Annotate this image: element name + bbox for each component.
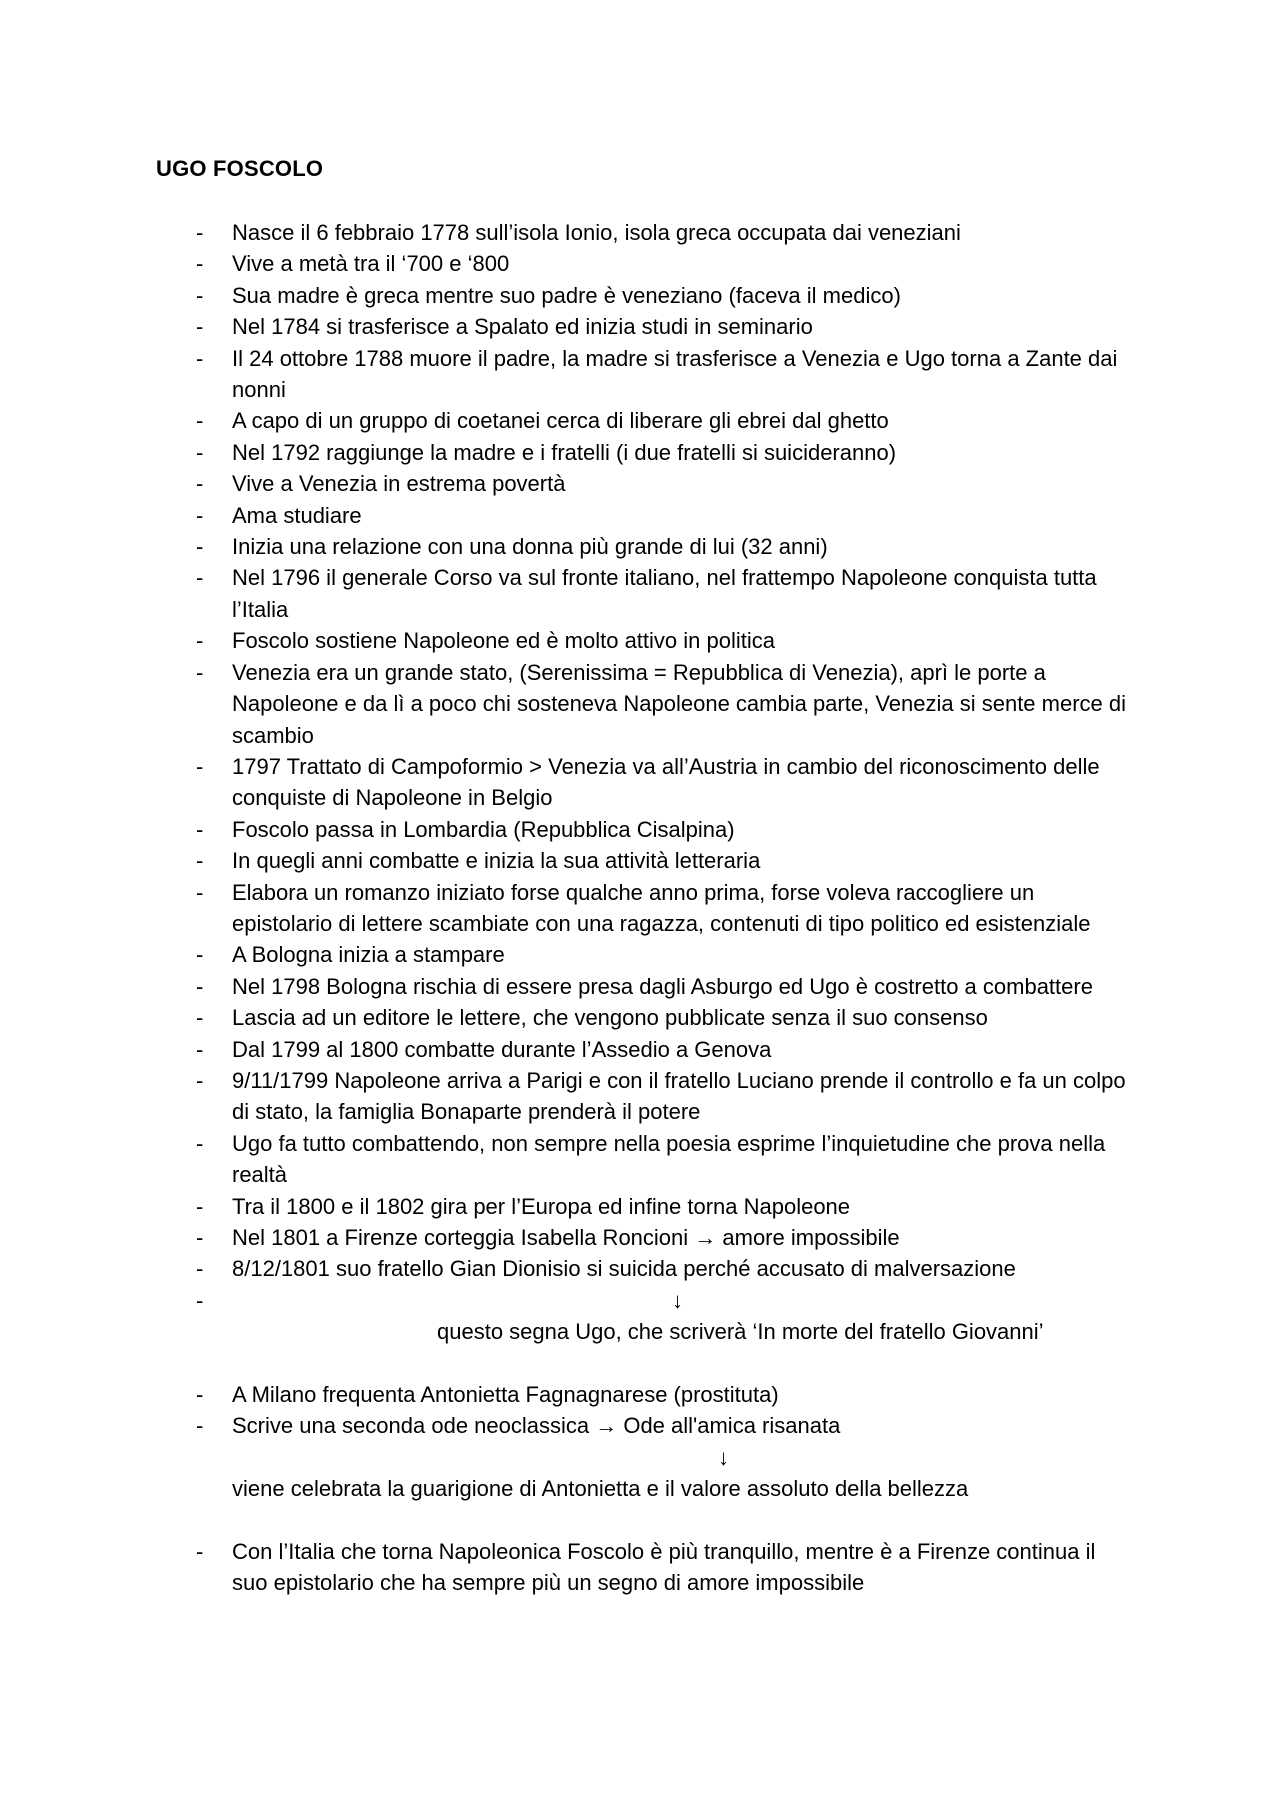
list-item <box>0 1253 1132 1284</box>
list-item-text: A capo di un gruppo di coetanei cerca di liberare gli ebrei dal ghetto <box>232 408 889 434</box>
bullet-dash: - <box>196 314 204 340</box>
bullet-list <box>0 217 1280 1599</box>
list-item-arrow <box>0 1285 1280 1316</box>
bullet-dash: - <box>196 942 204 968</box>
bullet-dash: - <box>196 471 204 497</box>
list-item-text: Nasce il 6 febbraio 1778 sull’isola Ionio, isola greca occupata dai veneziani <box>232 220 961 245</box>
list-item-text: Nel 1792 raggiunge la madre e i fratelli (i due fratelli si suicideranno) <box>232 439 897 465</box>
list-item <box>0 280 1132 311</box>
bullet-dash: - <box>196 220 204 245</box>
list-item <box>0 1410 1132 1441</box>
list-item <box>0 1536 1132 1599</box>
bullet-dash: - <box>196 1005 204 1031</box>
list-item <box>0 1379 1132 1410</box>
list-item-text: Dal 1799 al 1800 combatte durante l’Assedio a Genova <box>232 1036 772 1062</box>
bullet-dash: - <box>196 1036 204 1062</box>
bullet-dash: - <box>196 565 204 591</box>
bullet-dash: - <box>196 753 204 779</box>
bullet-dash: - <box>196 1382 204 1407</box>
list-item <box>0 751 1132 814</box>
bullet-dash: - <box>196 408 204 434</box>
list-item-text: In quegli anni combatte e inizia la sua attività letteraria <box>232 848 761 874</box>
list-item <box>0 814 1132 845</box>
list-item-text: Tra il 1800 e il 1802 gira per l’Europa ed infine torna Napoleone <box>232 1193 851 1219</box>
bullet-dash: - <box>196 534 204 560</box>
list-item <box>0 248 1132 279</box>
arrow-down-icon: ↓ <box>718 1444 729 1470</box>
list-item <box>0 562 1132 625</box>
list-item <box>0 437 1132 468</box>
bullet-dash: - <box>196 345 204 371</box>
list-item-text: 9/11/1799 Napoleone arriva a Parigi e con il fratello Luciano prende il controllo e fa un colpo di stato, la famiglia Bonaparte prenderà il potere <box>232 1067 1126 1125</box>
bullet-dash: - <box>196 439 204 465</box>
bullet-dash: - <box>196 1225 204 1250</box>
list-item <box>0 939 1132 970</box>
bullet-dash: - <box>196 1413 204 1439</box>
list-item-text: 8/12/1801 suo fratello Gian Dionisio si suicida perché accusato di malversazione <box>232 1256 1016 1282</box>
bullet-dash: - <box>196 1287 204 1313</box>
list-item-text: Con l’Italia che torna Napoleonica Foscolo è più tranquillo, mentre è a Firenze continua il suo epistolario che ha sempre più un segno di amore impossibile <box>232 1539 1096 1596</box>
spacer <box>0 1348 1280 1379</box>
list-item <box>0 531 1132 562</box>
bullet-dash: - <box>196 282 204 308</box>
list-item-text: Inizia una relazione con una donna più grande di lui (32 anni) <box>232 534 828 560</box>
list-item <box>0 971 1132 1002</box>
bullet-dash: - <box>196 1193 204 1219</box>
list-item-text: A Bologna inizia a stampare <box>232 942 505 968</box>
note-fratello: questo segna Ugo, che scriverà ‘In morte del fratello Giovanni’ <box>437 1319 1044 1345</box>
list-item <box>0 343 1132 406</box>
list-item <box>0 468 1132 499</box>
list-item-text: Nel 1796 il generale Corso va sul fronte italiano, nel frattempo Napoleone conquista tutta l’Italia <box>232 565 1097 622</box>
list-item-text: Venezia era un grande stato, (Serenissima = Repubblica di Venezia), aprì le porte a Napoleone e da lì a poco chi sosteneva Napoleone cambia parte, Venezia si sente merce di scambio <box>232 659 1127 748</box>
list-item <box>0 1222 1132 1253</box>
list-item <box>0 1191 1132 1222</box>
list-item-text: Ama studiare <box>232 502 362 528</box>
bullet-dash: - <box>196 251 204 277</box>
list-item <box>0 845 1132 876</box>
list-item <box>0 1128 1132 1191</box>
bullet-dash: - <box>196 659 204 685</box>
bullet-dash: - <box>196 1256 204 1282</box>
list-item-text: Vive a Venezia in estrema povertà <box>232 471 566 497</box>
list-item-text: Nel 1801 a Firenze corteggia Isabella Roncioni → amore impossibile <box>232 1225 900 1250</box>
list-item-text: Nel 1798 Bologna rischia di essere presa dagli Asburgo ed Ugo è costretto a combattere <box>232 973 1093 999</box>
note-ode: viene celebrata la guarigione di Antonietta e il valore assoluto della bellezza <box>232 1476 969 1502</box>
list-item-text: Sua madre è greca mentre suo padre è veneziano (faceva il medico) <box>232 282 901 308</box>
list-item-text: Vive a metà tra il ‘700 e ‘800 <box>232 251 510 277</box>
list-item-text: Ugo fa tutto combattendo, non sempre nella poesia esprime l’inquietudine che prova nella realtà <box>232 1130 1106 1188</box>
bullet-dash: - <box>196 848 204 874</box>
list-item <box>0 657 1132 751</box>
list-item <box>0 311 1132 342</box>
list-item-text: 1797 Trattato di Campoformio > Venezia va all’Austria in cambio del riconoscimento delle conquiste di Napoleone in Belgio <box>232 753 1100 811</box>
bullet-dash: - <box>196 1130 204 1156</box>
list-item <box>0 405 1132 436</box>
list-item-text: Foscolo passa in Lombardia (Repubblica Cisalpina) <box>232 816 735 842</box>
list-item-text: Scrive una seconda ode neoclassica → Ode all'amica risanata <box>232 1413 841 1439</box>
list-item <box>0 1065 1132 1128</box>
bullet-dash: - <box>196 879 204 905</box>
list-item <box>0 877 1132 940</box>
page-title: UGO FOSCOLO <box>156 156 324 181</box>
list-item-text: Elabora un romanzo iniziato forse qualche anno prima, forse voleva raccogliere un epistolario di lettere scambiate con una ragazza, contenuti di tipo politico ed esistenziale <box>232 879 1091 936</box>
list-item <box>0 500 1132 531</box>
list-item <box>0 1002 1132 1033</box>
list-item <box>0 1034 1132 1065</box>
list-item <box>0 217 1132 248</box>
list-item-text: Lascia ad un editore le lettere, che vengono pubblicate senza il suo consenso <box>232 1005 988 1031</box>
list-item-text: Il 24 ottobre 1788 muore il padre, la madre si trasferisce a Venezia e Ugo torna a Zante dai nonni <box>232 345 1118 403</box>
list-item-text: A Milano frequenta Antonietta Fagnagnarese (prostituta) <box>232 1382 779 1407</box>
bullet-dash: - <box>196 973 204 999</box>
bullet-dash: - <box>196 1067 204 1093</box>
bullet-dash: - <box>196 502 204 528</box>
spacer <box>0 1505 1280 1536</box>
bullet-dash: - <box>196 816 204 842</box>
bullet-dash: - <box>196 1539 204 1564</box>
arrow-row <box>0 1442 1280 1473</box>
list-item-text: Nel 1784 si trasferisce a Spalato ed inizia studi in seminario <box>232 314 813 340</box>
list-item <box>0 625 1132 656</box>
arrow-down-icon: ↓ <box>672 1287 683 1313</box>
bullet-dash: - <box>196 628 204 654</box>
list-item-text: Foscolo sostiene Napoleone ed è molto attivo in politica <box>232 628 775 654</box>
